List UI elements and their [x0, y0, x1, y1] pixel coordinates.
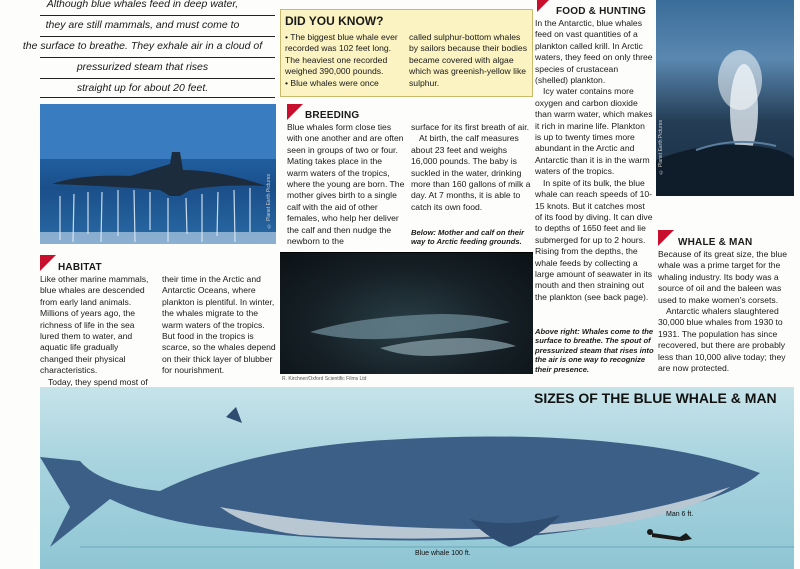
whale-man-heading: WHALE & MAN	[678, 237, 753, 248]
food-paragraph: In spite of its bulk, the blue whale can reach speeds of 10-15 knots. But it catches most of its food by diving. It can dive to depths of 1650 feet and lie submerged for up to 2 hours. Rising from the depths, the whale feeds by collecting a large amount of seawater in its mouth and then straining out the plankton (see back page).	[535, 177, 653, 302]
whale-man-column	[658, 249, 794, 374]
habitat-paragraph: Today, they spend most of	[48, 376, 148, 387]
breeding-paragraph: Blue whales form close ties with one another and are often seen in groups of two or four. Mating takes place in the warm waters of the tropics, where the young are born. The mother gives birth to a single calf with the aid of other females, who help her deliver the calf and then nudge the newborn to the	[287, 122, 405, 247]
breeding-paragraph: At birth, the calf measures about 23 feet and weighs 16,000 pounds. The baby is suckled in the water, drinking more than 160 gallons of milk a day. At 7 months, it is able to catch its own food.	[411, 133, 531, 212]
intro-line: the surface to breathe. They exhale air in a cloud of	[22, 40, 263, 52]
did-you-know-box	[280, 9, 533, 97]
man-size-label: Man 6 ft.	[666, 511, 694, 518]
whale-tail-photo	[40, 104, 276, 244]
food-marker	[537, 0, 553, 12]
did-you-know-col2: called sulphur-bottom whales by sailors because their bodies became covered with algae which was greenish-yellow like sulphur.	[409, 32, 527, 88]
food-paragraph: Icy water contains more oxygen and carbon dioxide than warm water, which makes it rich in marine life. Plankton is up to twenty times more abundant in the Arctic and Antarctic than it is in the warm waters of the tropics.	[535, 86, 653, 177]
whale-man-paragraph: Because of its great size, the blue whale was a prime target for the whaling industry. Its body was a source of oil and the baleen was used to make women's corsets.	[658, 249, 787, 305]
breeding-col2	[411, 122, 531, 213]
blue-whale-illustration	[40, 387, 794, 569]
breeding-caption: Below: Mother and calf on their way to Arctic feeding grounds.	[411, 228, 525, 247]
intro-rule	[40, 78, 275, 79]
intro-line: they are still mammals, and must come to	[45, 19, 240, 31]
intro-line: Although blue whales feed in deep water,	[46, 0, 239, 10]
food-heading: FOOD & HUNTING	[556, 6, 647, 17]
whale-spout-illustration	[656, 0, 794, 196]
habitat-heading: HABITAT	[58, 262, 102, 273]
intro-rule	[40, 36, 275, 37]
whale-man-paragraph: Antarctic whalers slaughtered 30,000 blue whales from 1930 to 1931. The population has since recovered, but there are probably less than 10,000 alive today; they are now protected.	[658, 306, 786, 374]
habitat-col1	[40, 274, 152, 388]
breeding-col1	[287, 122, 405, 247]
whale-size-label: Blue whale 100 ft.	[415, 550, 471, 557]
mother-calf-photo	[280, 252, 533, 374]
intro-line: straight up for about 20 feet.	[76, 82, 209, 94]
photo-credit: R. Kirchner/Oxford Scientific Films Ltd	[282, 376, 367, 382]
food-caption: Above right: Whales come to the surface to breathe. The spout of pressurized steam that rises into the air is one way to recognize their presence.	[535, 327, 654, 374]
habitat-paragraph: Like other marine mammals, blue whales are descended from early land animals. Millions of years ago, the richness of life in the sea lured them to water, and aquatic life gradually changed their physical characteristics.	[40, 274, 149, 376]
did-you-know-col1: • The biggest blue whale ever recorded was 102 feet long. The heaviest one recorded weighed 390,000 pounds. • Blue whales were once	[285, 32, 398, 88]
food-paragraph: In the Antarctic, blue whales feed on vast quantities of a plankton called krill. In Arctic waters, they feed on only three species of crustacean (shelled) plankton.	[535, 18, 653, 86]
breeding-paragraph: surface for its first breath of air.	[411, 122, 529, 132]
photo-credit: © Planet Earth Pictures	[658, 120, 664, 175]
sizes-title: SIZES OF THE BLUE WHALE & MAN	[534, 390, 777, 406]
intro-rule	[40, 15, 275, 16]
breeding-marker	[287, 104, 303, 120]
whale-man-marker	[658, 230, 674, 246]
habitat-paragraph: their time in the Arctic and Antarctic Oceans, where plankton is plentiful. In winter, the whales migrate to the warm waters of the tropics. But food in the tropics is scarce, so the whales depend on their thick layer of blubber for nourishment.	[162, 274, 276, 376]
breeding-heading: BREEDING	[305, 110, 360, 121]
whale-spout-photo	[656, 0, 794, 196]
food-column	[535, 18, 653, 303]
intro-rule	[40, 97, 275, 98]
size-comparison-panel	[40, 387, 794, 569]
did-you-know-title: DID YOU KNOW?	[285, 14, 384, 28]
habitat-marker	[40, 255, 56, 271]
whale-tail-illustration	[40, 104, 276, 244]
intro-line: pressurized steam that rises	[76, 61, 209, 73]
mother-calf-illustration	[280, 252, 533, 374]
habitat-col2	[162, 274, 276, 377]
photo-credit: © Planet Earth Pictures	[266, 174, 272, 229]
intro-rule	[40, 57, 275, 58]
